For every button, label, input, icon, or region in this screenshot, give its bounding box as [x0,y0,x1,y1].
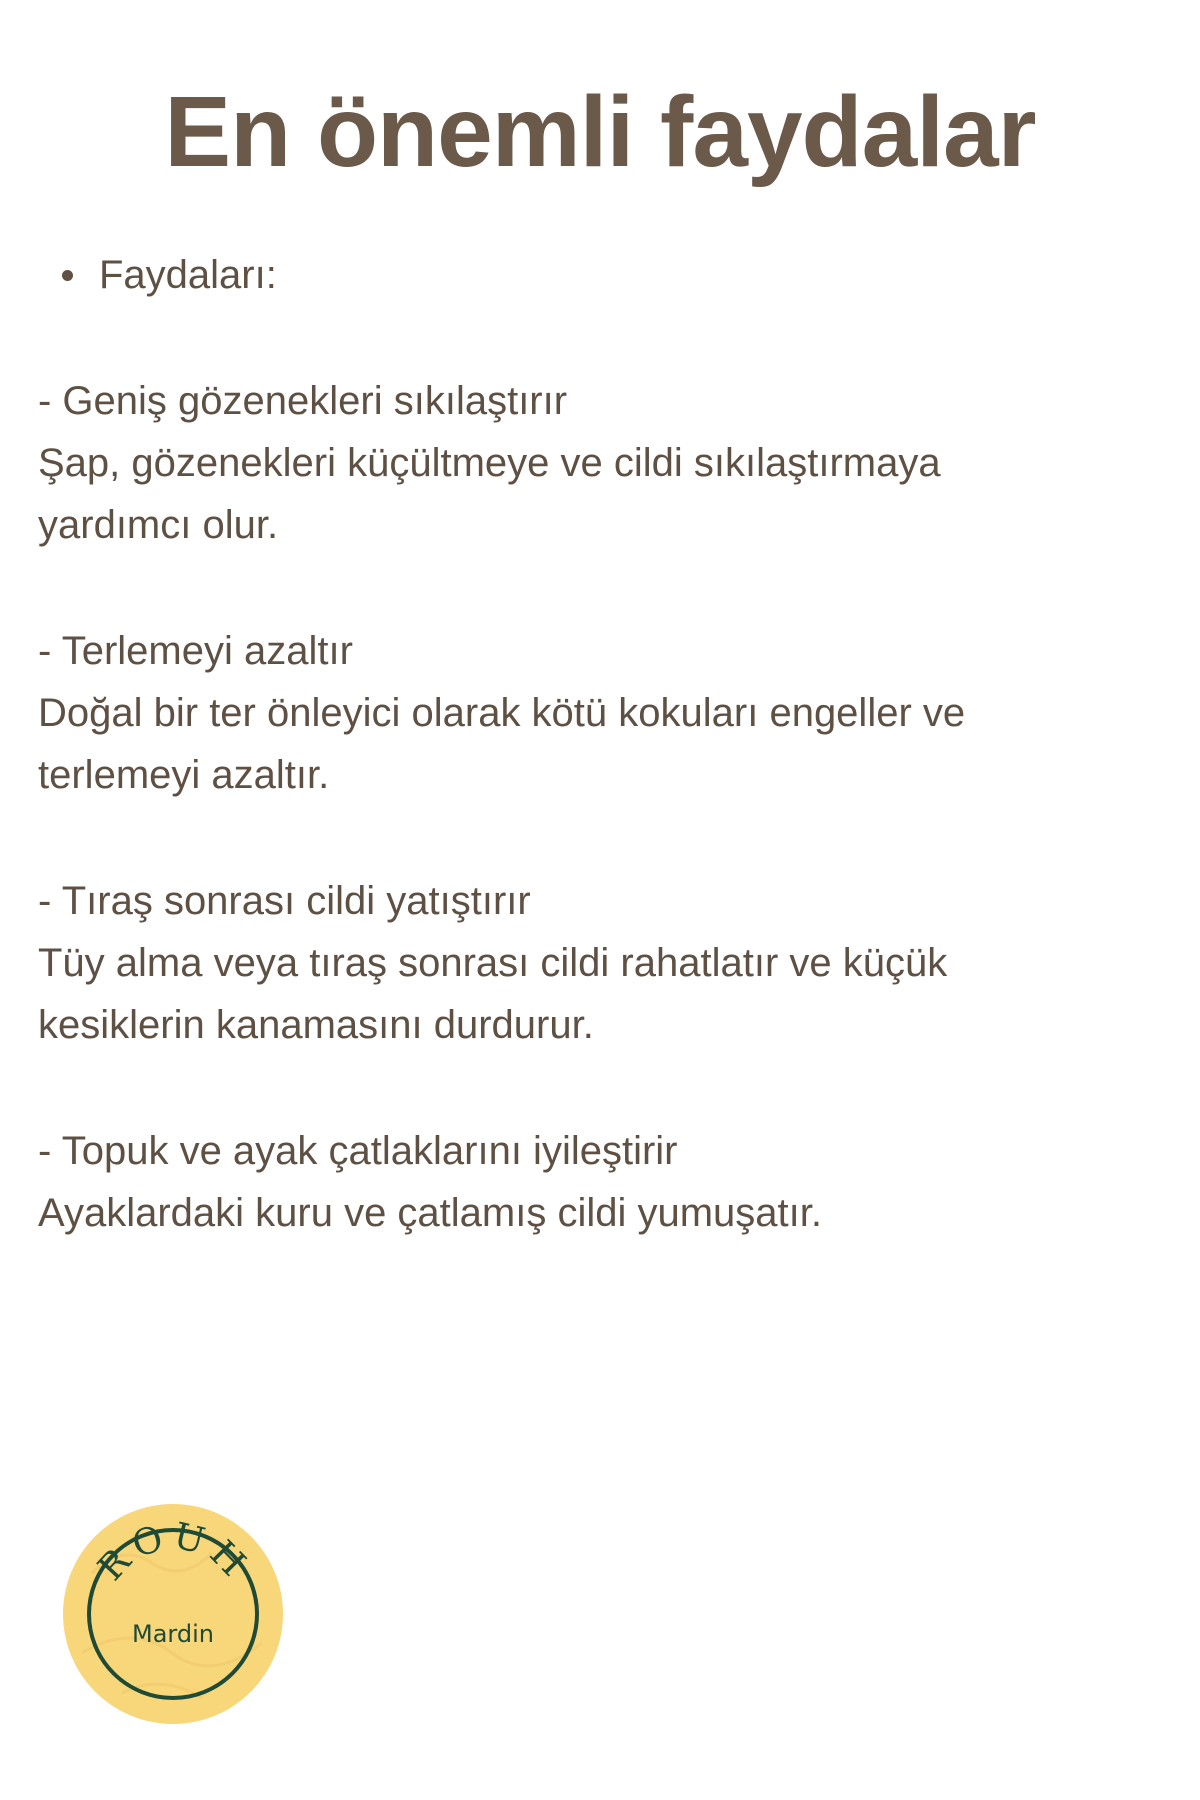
bullet-label: Faydaları: [99,253,277,297]
benefit-description-line: kesiklerin kanamasını durdurur. [38,1003,594,1047]
benefit-block [38,620,1158,806]
benefit-block [38,870,1158,1056]
bullet-dot-icon [62,270,73,281]
logo-background [63,1504,283,1724]
bullet-item [62,247,277,303]
benefit-description-line: terlemeyi azaltır. [38,753,330,797]
benefit-description-line: yardımcı olur. [38,503,279,547]
benefit-description-line: Doğal bir ter önleyici olarak kötü kokuları engeller ve [38,691,966,735]
benefit-heading: - Topuk ve ayak çatlaklarını iyileştirir [38,1129,678,1173]
logo-city: Mardin [132,1620,214,1648]
benefit-heading: - Terlemeyi azaltır [38,629,353,673]
logo-badge-icon [62,1503,284,1725]
benefit-description-line: Tüy alma veya tıraş sonrası cildi rahatlatır ve küçük [38,941,948,985]
benefit-heading: - Geniş gözenekleri sıkılaştırır [38,379,568,423]
rouh-mardin-logo [62,1503,284,1725]
benefit-description-line: Ayaklardaki kuru ve çatlamış cildi yumuşatır. [38,1191,823,1235]
benefit-heading: - Tıraş sonrası cildi yatıştırır [38,879,531,923]
page-title: En önemli faydalar [164,76,1036,188]
benefit-block [38,1120,1158,1244]
benefit-block [38,370,1158,556]
benefit-description-line: Şap, gözenekleri küçültmeye ve cildi sıkılaştırmaya [38,441,941,485]
logo-brand: ROUH [90,1515,258,1589]
